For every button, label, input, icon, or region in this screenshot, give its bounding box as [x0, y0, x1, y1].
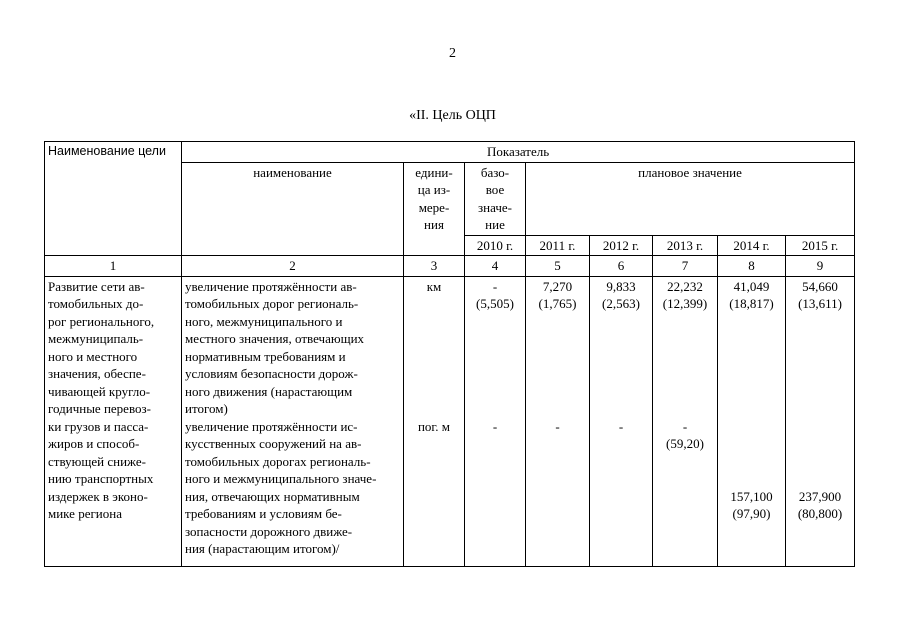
indicator-1-line: ного, межмуниципального и	[185, 313, 343, 329]
header-unit	[404, 162, 465, 256]
indicator-1-value	[656, 365, 714, 383]
indicator-1-value: 22,232	[667, 278, 703, 294]
year-cell: 2010 г.	[465, 235, 526, 256]
goal-line: издержек в эконо-	[48, 488, 148, 504]
goal-line: Развитие сети ав-	[48, 278, 145, 294]
indicator-2-value: (80,800)	[797, 506, 843, 521]
indicator-1-value	[593, 365, 649, 383]
section-title: «II. Цель ОЦП	[409, 108, 496, 123]
column-numbers-row	[45, 256, 855, 277]
indicator-2-line: требованиям и условиям бе-	[185, 506, 342, 521]
header-goal-name: Наименование цели	[45, 142, 182, 256]
indicator-1-line: увеличение протяжённости ав-	[185, 278, 357, 294]
indicator-1-value	[789, 365, 851, 383]
indicator-1-unit: км	[426, 278, 442, 294]
indicator-2-value	[789, 453, 851, 471]
header-unit-line: мере-	[418, 199, 450, 215]
page-number: 2	[449, 46, 456, 61]
header-base-line: ние	[485, 217, 505, 232]
table-row	[45, 276, 855, 566]
indicator-1-value	[529, 330, 586, 348]
column-number: 4	[465, 256, 526, 277]
column-number: 8	[718, 256, 786, 277]
indicator-1-value	[468, 400, 522, 418]
indicator-1-line: ного движения (нарастающим	[185, 383, 353, 399]
indicator-2-value: (59,20)	[666, 436, 704, 451]
goal-line: значения, обеспе-	[48, 366, 146, 381]
year-cell: 2015 г.	[786, 235, 855, 256]
goal-line: ного и местного	[48, 348, 138, 364]
goal-line: ствующей сниже-	[48, 453, 146, 469]
column-number: 7	[653, 256, 718, 277]
indicator-1-value	[468, 313, 522, 331]
column-number: 9	[786, 256, 855, 277]
indicator-1-value	[529, 400, 586, 418]
indicator-1-value	[468, 365, 522, 383]
header-unit-line: ния	[424, 217, 444, 232]
indicator-2-line: томобильных дорогах региональ-	[185, 453, 371, 469]
indicator-2-value	[721, 418, 782, 436]
header-base-line: базо-	[480, 164, 510, 180]
indicator-2-value: -	[492, 418, 498, 434]
indicator-1-line: местного значения, отвечающих	[185, 331, 365, 346]
indicator-2-value: 237,900	[798, 488, 842, 504]
indicator-1-value: (1,765)	[538, 296, 577, 311]
indicator-1-value	[721, 365, 782, 383]
year-cell: 2011 г.	[526, 235, 590, 256]
indicator-2-line: кусственных сооружений на ав-	[185, 436, 362, 451]
indicator-1-value: (2,563)	[602, 296, 640, 311]
header-base	[465, 162, 526, 235]
indicator-1-value: (12,399)	[662, 296, 708, 311]
indicator-2-line: ния, отвечающих нормативным	[185, 488, 360, 504]
value-cell-2015	[786, 276, 855, 566]
indicator-1-value: 41,049	[733, 278, 770, 294]
goal-line: мике региона	[48, 506, 122, 521]
goal-line: межмуниципаль-	[48, 331, 144, 346]
header-planned: плановое значение	[526, 162, 855, 235]
indicator-1-value	[721, 313, 782, 331]
indicator-2-value: -	[618, 418, 624, 434]
header-base-line: значе-	[478, 199, 512, 215]
indicator-1-value	[593, 383, 649, 401]
indicator-1-value	[789, 383, 851, 401]
header-base-line: вое	[485, 182, 505, 197]
indicator-2-line: увеличение протяжённости ис-	[185, 418, 358, 434]
indicator-1-value	[468, 330, 522, 348]
column-number: 6	[590, 256, 653, 277]
value-cell-2012	[590, 276, 653, 566]
column-number: 2	[182, 256, 404, 277]
header-row-1	[45, 142, 855, 163]
goal-line: нию транспортных	[48, 471, 154, 486]
indicator-2-unit: пог. м	[417, 418, 451, 434]
goal-line: годичные перевоз-	[48, 401, 151, 416]
indicator-1-value: (18,817)	[729, 296, 774, 311]
indicator-2-line: зопасности дорожного движе-	[185, 523, 353, 539]
indicator-1-value	[721, 348, 782, 366]
indicator-1-value	[656, 348, 714, 366]
indicator-1-line: итогом)	[185, 401, 228, 416]
indicator-2-line: ного и межмуниципального значе-	[185, 471, 377, 486]
indicator-1-value: 54,660	[802, 278, 838, 294]
indicator-2-value: 157,100	[730, 488, 773, 504]
indicator-2-value	[721, 470, 782, 488]
year-cell: 2012 г.	[590, 235, 653, 256]
indicator-2-value	[721, 453, 782, 471]
indicator-1-value	[656, 400, 714, 418]
indicator-2-value: -	[555, 418, 560, 434]
indicator-2-value	[789, 418, 851, 436]
value-cell-2011	[526, 276, 590, 566]
indicator-1-value	[593, 348, 649, 366]
indicator-1-value	[656, 313, 714, 331]
header-name: наименование	[182, 162, 404, 256]
goal-line: томобильных до-	[48, 296, 144, 311]
goal-line: чивающей кругло-	[48, 383, 151, 399]
indicator-1-value	[468, 348, 522, 366]
indicator-1-value	[656, 330, 714, 348]
indicator-1-value	[529, 383, 586, 401]
header-unit-line: едини-	[415, 164, 453, 180]
indicator-1-value	[468, 383, 522, 401]
value-cell-2013	[653, 276, 718, 566]
indicator-1-line: нормативным требованиям и	[185, 348, 346, 364]
indicator-2-value	[789, 435, 851, 453]
indicator-1-value	[789, 400, 851, 418]
goal-line: ки грузов и пасса-	[48, 418, 149, 434]
indicator-1-value	[721, 383, 782, 401]
goal-table	[44, 141, 855, 567]
indicator-1-value	[721, 400, 782, 418]
column-number: 1	[45, 256, 182, 277]
indicator-2-line: ния (нарастающим итогом)/	[185, 541, 340, 556]
indicator-1-value	[789, 313, 851, 331]
indicator-1-value	[593, 313, 649, 331]
indicator-1-value: 9,833	[606, 278, 636, 294]
value-cell-2010	[465, 276, 526, 566]
goal-line: жиров и способ-	[48, 436, 140, 451]
indicator-names-cell	[182, 276, 404, 566]
indicator-1-value	[656, 383, 714, 401]
indicator-2-value	[721, 435, 782, 453]
column-number: 3	[404, 256, 465, 277]
indicator-1-value	[529, 365, 586, 383]
indicator-1-value	[593, 400, 649, 418]
indicator-1-line: условиям безопасности дорож-	[185, 366, 358, 381]
indicator-1-value	[789, 330, 851, 348]
indicator-1-value: (5,505)	[476, 296, 514, 311]
value-cell-2014	[718, 276, 786, 566]
indicator-2-value: (97,90)	[732, 506, 771, 521]
header-unit-line: ца из-	[417, 182, 451, 197]
header-indicator: Показатель	[182, 142, 855, 163]
indicator-1-line: томобильных дорог региональ-	[185, 296, 359, 311]
indicator-1-value	[529, 313, 586, 331]
indicator-1-value: (13,611)	[798, 296, 843, 311]
indicator-2-value: -	[682, 418, 688, 434]
unit-cell	[404, 276, 465, 566]
indicator-1-value: 7,270	[542, 278, 573, 294]
year-cell: 2013 г.	[653, 235, 718, 256]
goal-line: рог регионального,	[48, 313, 155, 329]
indicator-1-value	[721, 330, 782, 348]
column-number: 5	[526, 256, 590, 277]
indicator-1-value	[529, 348, 586, 366]
indicator-1-value: -	[492, 278, 498, 294]
indicator-1-value	[593, 330, 649, 348]
year-cell: 2014 г.	[718, 235, 786, 256]
indicator-1-value	[789, 348, 851, 366]
indicator-2-value	[789, 470, 851, 488]
goal-text-cell	[45, 276, 182, 566]
